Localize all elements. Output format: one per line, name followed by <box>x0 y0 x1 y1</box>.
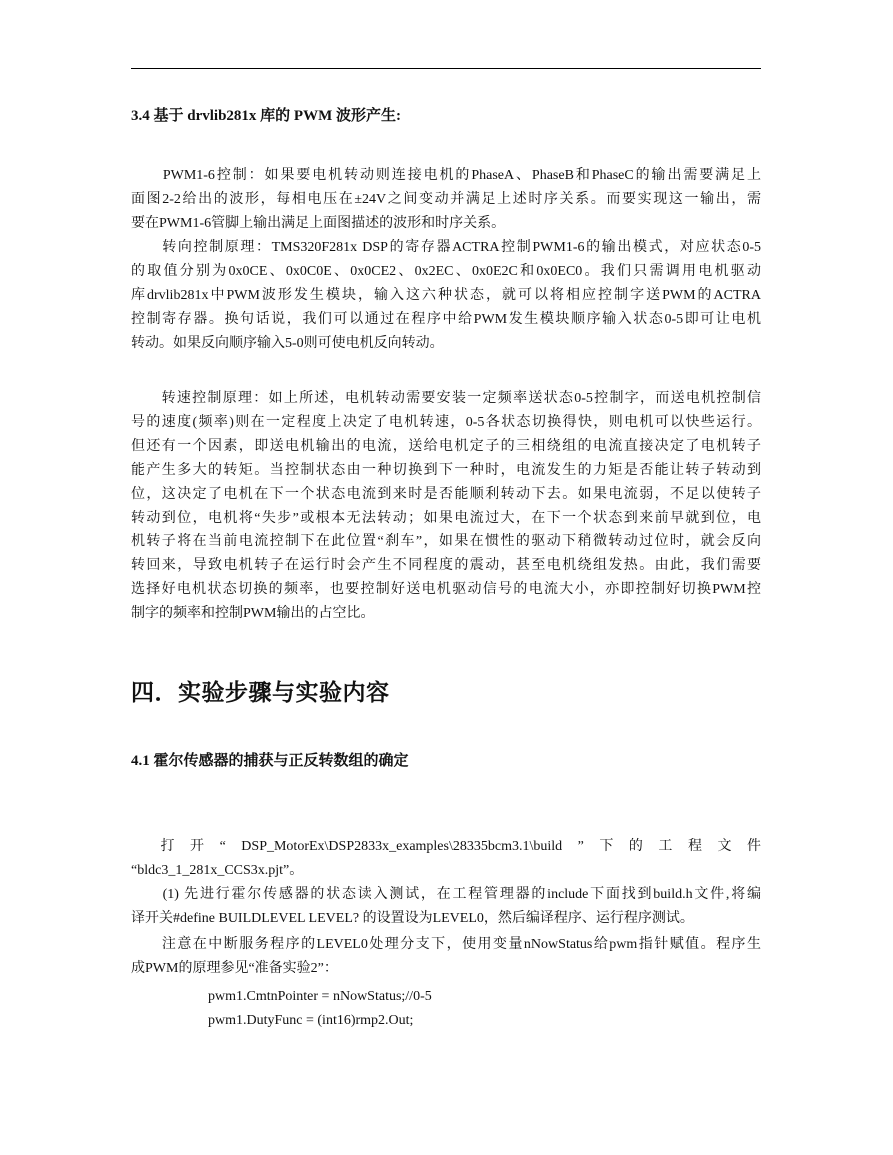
text-line: 注意在中断服务程序的LEVEL0处理分支下，使用变量nNowStatus给pwm指针赋值。程序生 <box>131 937 761 952</box>
text-line: 但还有一个因素，即送电机输出的电流，送给电机定子的三相绕组的电流直接决定了电机转子 <box>131 438 761 454</box>
text-line: 选择好电机状态切换的频率，也要控制好送电机驱动信号的电流大小，亦即控制好切换PWM控 <box>131 582 761 598</box>
header-rule <box>131 68 761 69</box>
text-line: 库drvlib281x中PWM波形发生模块，输入这六种状态，就可以将相应控制字送PWM的ACTRA <box>131 287 761 303</box>
text-line: 号的速度(频率)则在一定程度上决定了电机转速，0-5各状态切换得快，则电机可以快些运行。 <box>131 414 761 430</box>
paragraph-open-project <box>131 835 761 883</box>
text-line: PWM1-6控制：如果要电机转动则连接电机的PhaseA、PhaseB和PhaseC的输出需要满足上 <box>131 168 761 183</box>
text-line: 打 开 “ DSP_MotorEx\DSP2833x_examples\28335bcm3.1\build ” 下 的 工 程 文 件 <box>131 839 761 854</box>
text-line: 转动。如果反向顺序输入5-0则可使电机反向转动。 <box>131 335 444 351</box>
chapter-heading-4: 四．实验步骤与实验内容 <box>131 680 390 705</box>
section-heading-4-1: 4.1 霍尔传感器的捕获与正反转数组的确定 <box>131 753 409 769</box>
text-line: 的取值分别为0x0CE、0x0C0E、0x0CE2、0x2EC、0x0E2C和0x0EC0。我们只需调用电机驱动 <box>131 263 761 279</box>
paragraph-speed-control <box>131 387 761 626</box>
section-heading-3-4: 3.4 基于 drvlib281x 库的 PWM 波形产生: <box>131 108 401 124</box>
text-line: 要在PWM1-6管脚上输出满足上面图描述的波形和时序关系。 <box>131 215 506 231</box>
text-line: 转动到位，电机将“失步”或根本无法转动；如果电流过大，在下一个状态到来前早就到位，电 <box>131 510 761 526</box>
text-line: 译开关#define BUILDLEVEL LEVEL? 的设置设为LEVEL0，然后编译程序、运行程序测试。 <box>131 910 694 926</box>
text-line: 转回来，导致电机转子在运行时会产生不同程度的震动，甚至电机绕组发热。由此，我们需要 <box>131 558 761 574</box>
text-line: 位，这决定了电机在下一个状态电流到来时是否能顺利转动下去。如果电流弱，不足以使转子 <box>131 486 761 502</box>
text-line: 制字的频率和控制PWM输出的占空比。 <box>131 606 375 622</box>
text-line: 转向控制原理：TMS320F281x DSP的寄存器ACTRA控制PWM1-6的输出模式，对应状态0-5 <box>131 240 761 255</box>
text-line: “bldc3_1_281x_CCS3x.pjt”。 <box>131 862 304 878</box>
paragraph-isr-note <box>131 933 761 981</box>
text-line: 机转子将在当前电流控制下在此位置“刹车”，如果在惯性的驱动下稍微转动过位时，就会反向 <box>131 534 761 550</box>
text-line: 能产生多大的转矩。当控制状态由一种切换到下一种时，电流发生的力矩是否能让转子转动到 <box>131 462 761 478</box>
paragraph-direction-control <box>131 236 761 356</box>
text-line: 转速控制原理：如上所述，电机转动需要安装一定频率送状态0-5控制字，而送电机控制信 <box>131 391 761 406</box>
code-line: pwm1.DutyFunc = (int16)rmp2.Out; <box>208 1013 414 1028</box>
code-line: pwm1.CmtnPointer = nNowStatus;//0-5 <box>208 989 432 1004</box>
text-line: (1) 先进行霍尔传感器的状态读入测试，在工程管理器的include下面找到build.h文件,将编 <box>131 887 761 902</box>
text-line: 成PWM的原理参见“准备实验2”： <box>131 960 338 976</box>
text-line: 控制寄存器。换句话说，我们可以通过在程序中给PWM发生模块顺序输入状态0-5即可让电机 <box>131 311 761 327</box>
paragraph-pwm-control <box>131 164 761 236</box>
text-line: 面图2-2给出的波形，每相电压在±24V之间变动并满足上述时序关系。而要实现这一输出，需 <box>131 191 761 207</box>
paragraph-hall-test <box>131 883 761 931</box>
